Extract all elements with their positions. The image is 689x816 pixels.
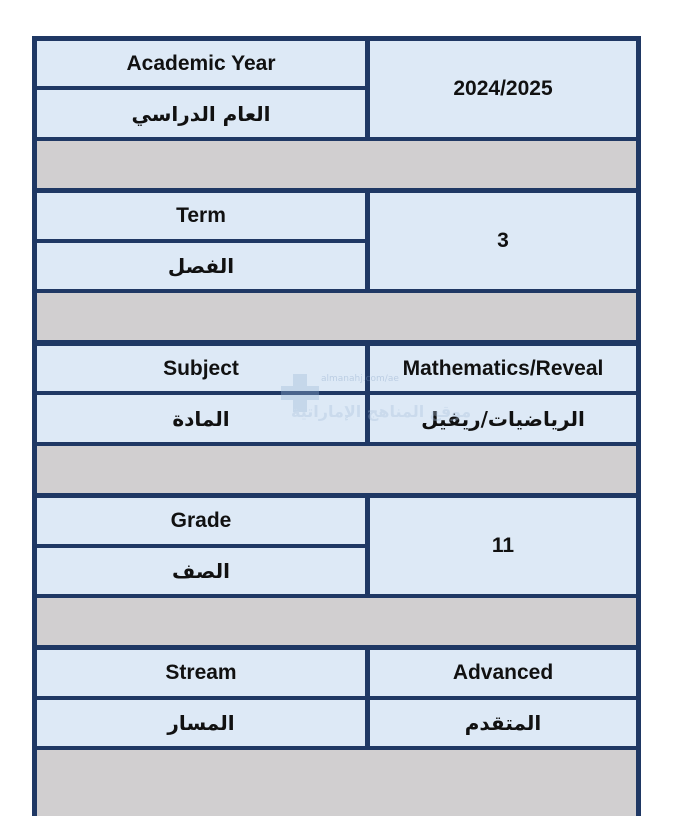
academic-year-label-ar: العام الدراسي <box>37 90 365 137</box>
term-value: 3 <box>370 193 636 289</box>
watermark-url: almanahj.com/ae <box>321 374 399 384</box>
stream-label-ar: المسار <box>37 700 365 746</box>
watermark-name: موقع المناهج الإماراتية <box>291 402 472 421</box>
academic-year-value: 2024/2025 <box>370 41 636 137</box>
grade-value: 11 <box>370 498 636 594</box>
subject-value-ar: الرياضيات/ريفيل <box>370 395 636 442</box>
subject-value-en: Mathematics/Reveal <box>370 346 636 391</box>
separator-row <box>37 141 636 188</box>
subject-label-ar: المادة <box>37 395 365 442</box>
subject-label-en: Subject <box>37 346 365 391</box>
stream-label-en: Stream <box>37 650 365 696</box>
grade-label-ar: الصف <box>37 548 365 594</box>
separator-row <box>37 750 636 816</box>
stream-value-en: Advanced <box>370 650 636 696</box>
grade-label-en: Grade <box>37 498 365 544</box>
academic-year-label-en: Academic Year <box>37 41 365 86</box>
separator-row <box>37 293 636 340</box>
term-label-ar: الفصل <box>37 243 365 289</box>
separator-row <box>37 598 636 645</box>
info-table <box>32 36 641 816</box>
stream-value-ar: المتقدم <box>370 700 636 746</box>
term-label-en: Term <box>37 193 365 239</box>
separator-row <box>37 446 636 493</box>
